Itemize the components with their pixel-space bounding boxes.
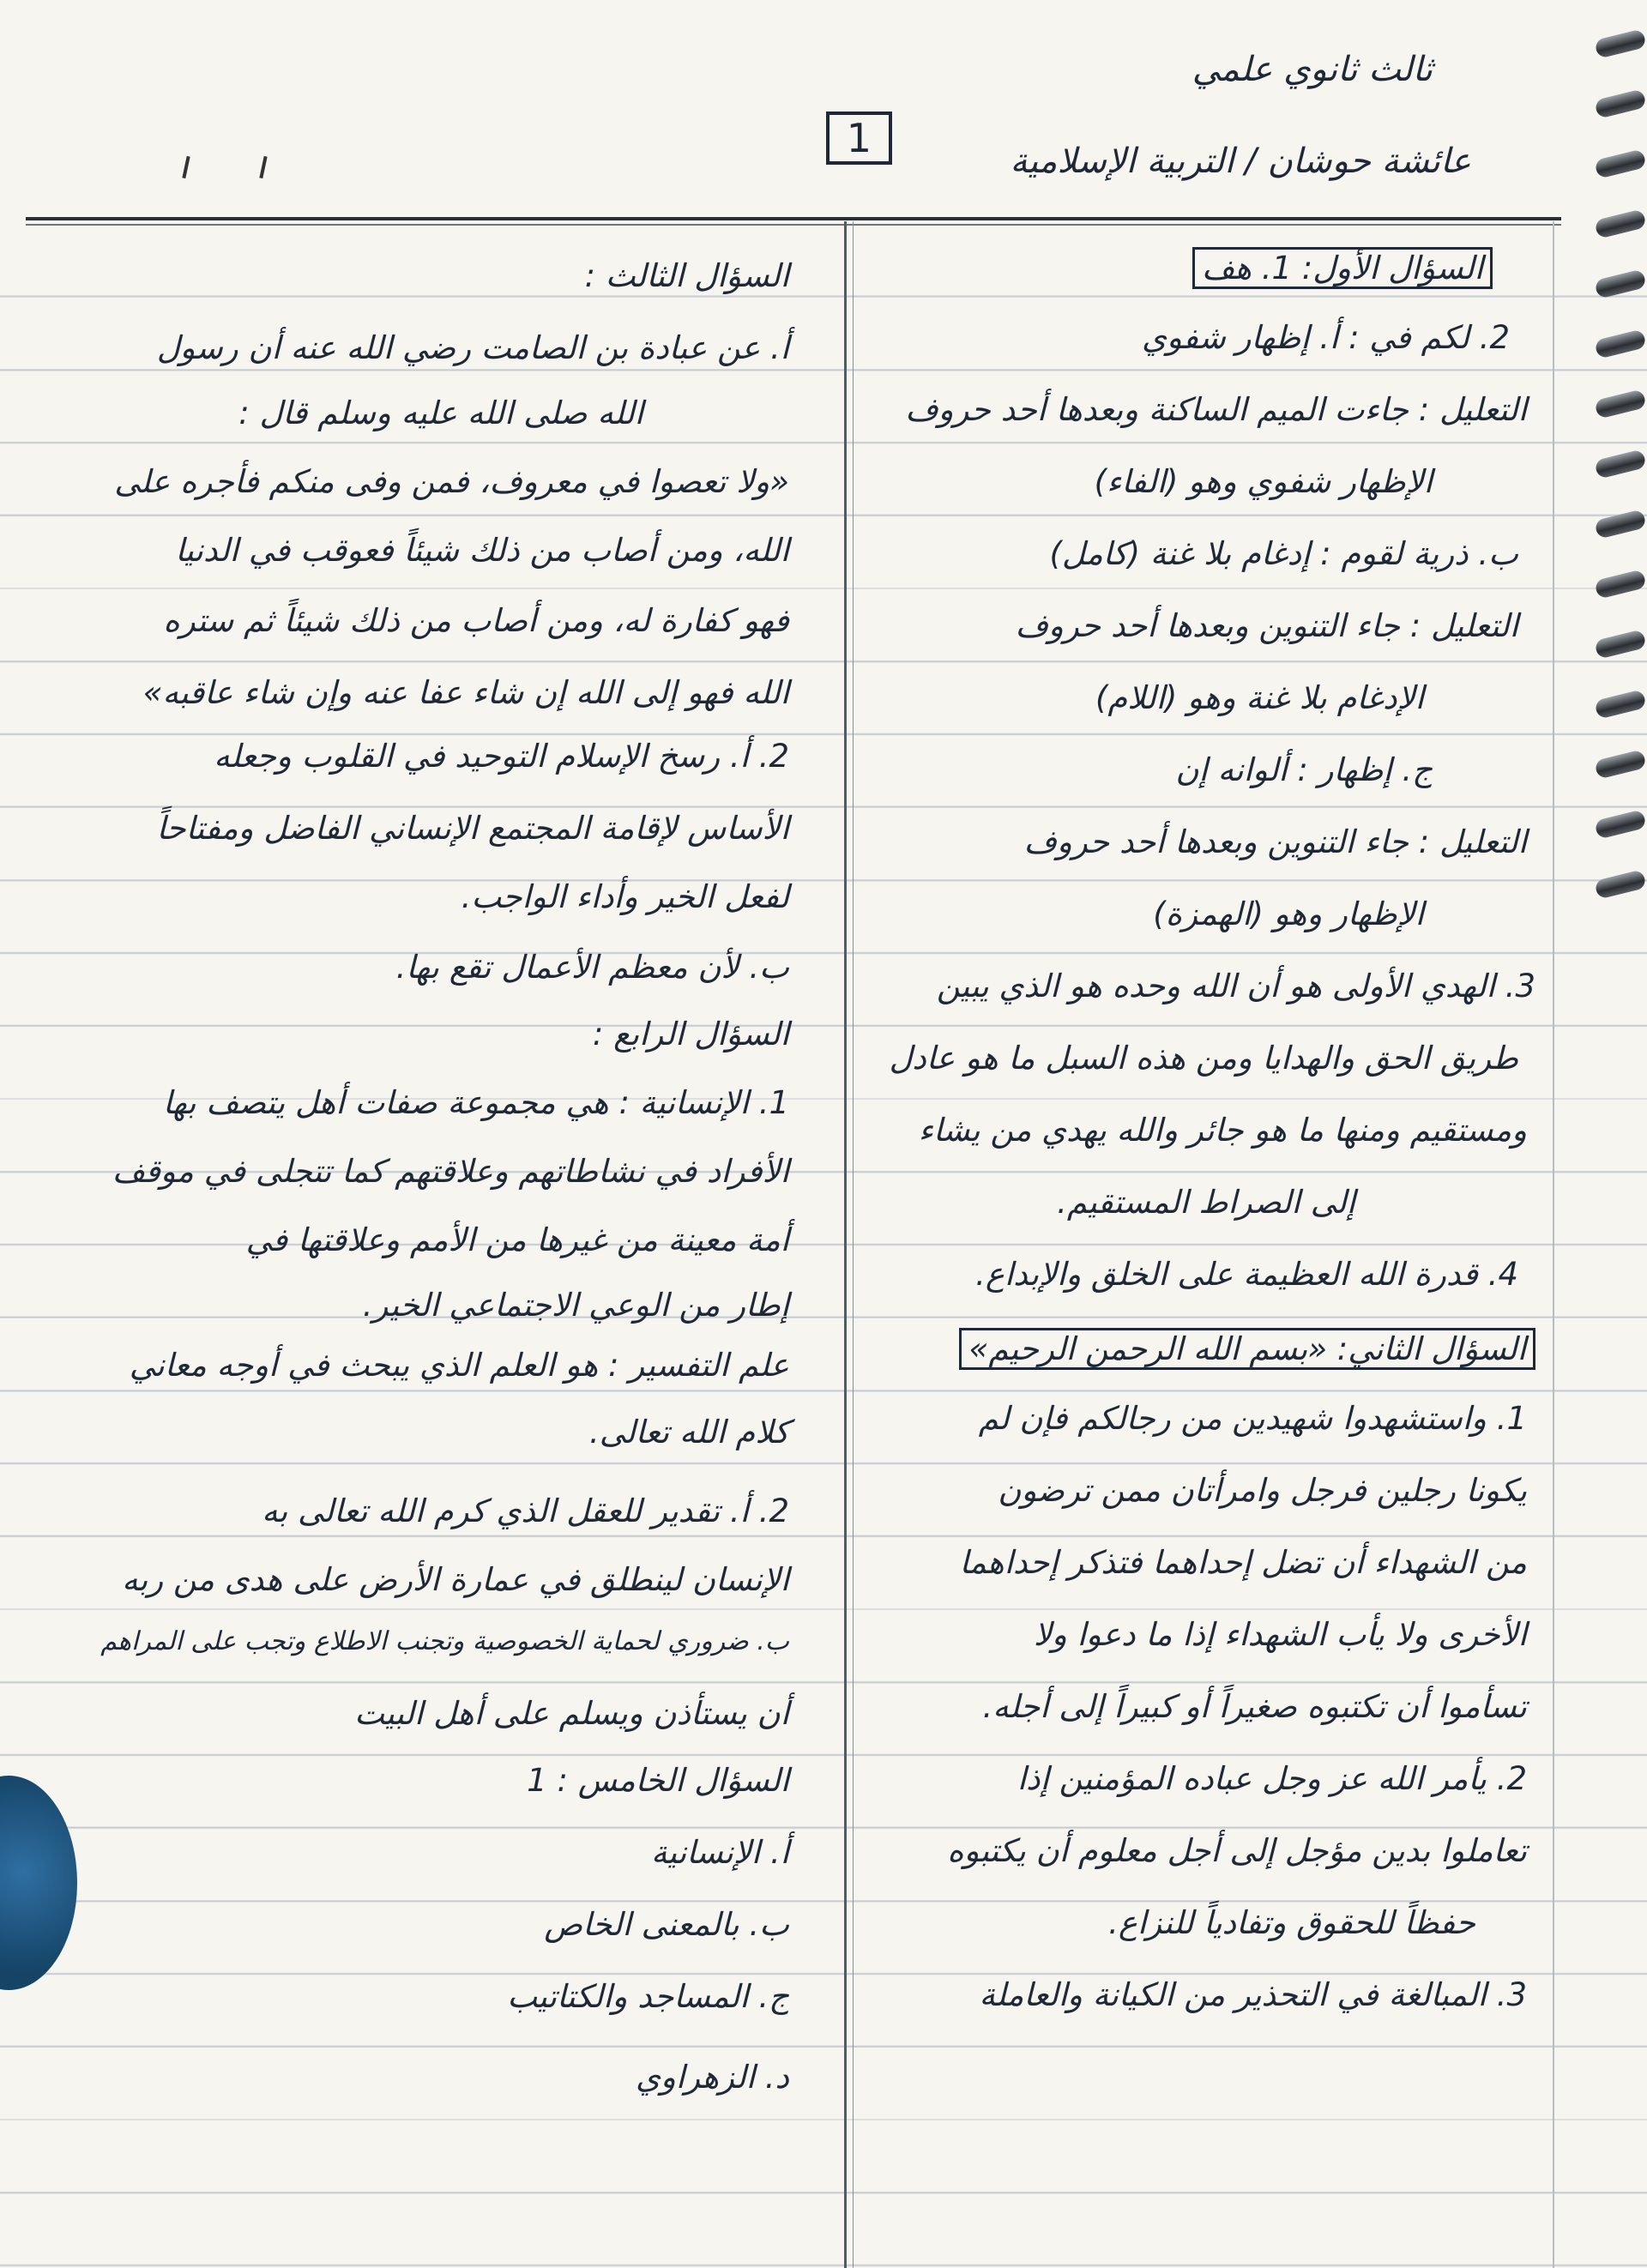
right-line-1: [1192, 247, 1493, 289]
right-line-5: ب. ذرية لقوم : إدغام بلا غنة (كامل): [1049, 535, 1518, 572]
spiral-binding: [1587, 0, 1647, 2268]
margin-line: [1553, 221, 1554, 2268]
spiral-coil: [1594, 509, 1647, 539]
right-line-22: 2. يأمر الله عز وجل عباده المؤمنين إذا: [1017, 1760, 1527, 1797]
left-line-3: الله صلى الله عليه وسلم قال :: [238, 395, 643, 431]
right-line-19: من الشهداء أن تضل إحداهما فتذكر إحداهما: [959, 1544, 1527, 1581]
right-line-11: 3. الهدي الأولى هو أن الله وحده هو الذي يبين: [936, 968, 1535, 1004]
spiral-coil: [1594, 208, 1647, 238]
left-line-10: لفعل الخير وأداء الواجب.: [461, 878, 789, 915]
page-number: [826, 112, 892, 165]
left-line-17: علم التفسير : هو العلم الذي يبحث في أوجه معاني: [129, 1347, 789, 1384]
date-slash-right: [259, 156, 267, 178]
left-line-4: «ولا تعصوا في معروف، فمن وفى منكم فأجره على: [114, 463, 789, 500]
right-line-4: الإظهار شفوي وهو (الفاء): [1094, 463, 1433, 500]
left-line-26: ج. المساجد والكتاتيب: [507, 1978, 789, 2015]
right-line-20: الأخرى ولا يأب الشهداء إذا ما دعوا ولا: [1033, 1616, 1527, 1653]
right-line-2: 2. لكم في : أ. إظهار شفوي: [1142, 319, 1510, 356]
left-line-27: د. الزهراوي: [635, 2059, 789, 2096]
right-line-18: يكونا رجلين فرجل وامرأتان ممن ترضون: [998, 1472, 1527, 1509]
left-line-20: الإنسان لينطلق في عمارة الأرض على هدى من ربه: [122, 1561, 789, 1598]
page-header: [0, 0, 1647, 219]
left-line-25: ب. بالمعنى الخاص: [544, 1906, 789, 1943]
left-line-22: أن يستأذن ويسلم على أهل البيت: [354, 1695, 789, 1732]
left-line-23: [527, 1762, 789, 1799]
left-line-7: الله فهو إلى الله إن شاء عفا عنه وإن شاء عاقبه»: [142, 674, 789, 711]
right-line-23: تعاملوا بدين مؤجل إلى أجل معلوم أن يكتبوه: [947, 1832, 1527, 1869]
date-slash-left: [182, 156, 190, 178]
left-line-2: أ. عن عبادة بن الصامت رضي الله عنه أن رسول: [156, 329, 789, 366]
left-line-21: ب. ضروري لحماية الخصوصية وتجنب الاطلاع وتجب على المراهم: [100, 1626, 789, 1656]
left-line-19: 2. أ. تقدير للعقل الذي كرم الله تعالى به: [262, 1493, 789, 1529]
right-line-8: ج. إظهار : ألوانه إن: [1175, 751, 1433, 788]
left-line-9: الأساس لإقامة المجتمع الإنساني الفاضل ومفتاحاً: [156, 810, 789, 847]
spiral-coil: [1594, 629, 1647, 659]
spiral-coil: [1594, 449, 1647, 479]
right-line-13: ومستقيم ومنها ما هو جائر والله يهدي من يشاء: [918, 1112, 1527, 1149]
right-line-10: الإظهار وهو (الهمزة): [1153, 896, 1424, 932]
left-line-13: 1. الإنسانية : هي مجموعة صفات أهل يتصف بها: [162, 1084, 789, 1121]
question-one-box: السؤال الأول: 1. هف: [1192, 247, 1493, 289]
right-line-21: تسأموا أن تكتبوه صغيراً أو كبيراً إلى أجله.: [982, 1688, 1527, 1725]
right-line-6: التعليل : جاء التنوين وبعدها أحد حروف: [1015, 607, 1518, 644]
left-line-14: الأفراد في نشاطاتهم وعلاقتهم كما تتجلى في موقف: [112, 1153, 789, 1190]
question-two-box: السؤال الثاني: «بسم الله الرحمن الرحيم»: [959, 1328, 1535, 1370]
column-divider-secondary: [853, 221, 854, 2268]
right-line-9: التعليل : جاء التنوين وبعدها أحد حروف: [1023, 823, 1527, 860]
left-line-16: إطار من الوعي الاجتماعي الخير.: [362, 1287, 789, 1324]
right-line-25: 3. المبالغة في التحذير من الكيانة والعاملة: [979, 1976, 1527, 2013]
left-line-12: السؤال الرابع :: [592, 1016, 789, 1053]
right-line-16: [959, 1328, 1535, 1370]
left-line-15: أمة معينة من غيرها من الأمم وعلاقتها في: [245, 1221, 789, 1258]
spiral-coil: [1594, 28, 1647, 58]
spiral-coil: [1594, 809, 1647, 839]
left-line-8: 2. أ. رسخ الإسلام التوحيد في القلوب وجعله: [214, 738, 789, 775]
right-line-15: 4. قدرة الله العظيمة على الخلق والإبداع.: [975, 1256, 1518, 1293]
spiral-coil: [1594, 689, 1647, 719]
right-line-14: إلى الصراط المستقيم.: [1057, 1184, 1355, 1221]
left-line-24: أ. الإنسانية: [650, 1834, 789, 1871]
header-rule: [26, 217, 1561, 220]
spiral-coil: [1594, 569, 1647, 599]
right-line-7: الإدغام بلا غنة وهو (اللام): [1095, 679, 1424, 716]
right-line-3: التعليل : جاءت الميم الساكنة وبعدها أحد حروف: [905, 391, 1527, 428]
grade-label: ثالث ثانوي علمي: [1192, 50, 1433, 89]
spiral-coil: [1594, 329, 1647, 359]
right-line-24: حفظاً للحقوق وتفادياً للنزاع.: [1108, 1904, 1475, 1941]
left-line-1: السؤال الثالث :: [584, 257, 789, 294]
right-line-12: طريق الحق والهدايا ومن هذه السبل ما هو عادل: [889, 1040, 1518, 1077]
question-five-label: السؤال الخامس : 1: [527, 1762, 789, 1799]
spiral-coil: [1594, 88, 1647, 118]
spiral-coil: [1594, 749, 1647, 779]
column-divider: [844, 221, 847, 2268]
page-number-box: 1: [826, 112, 892, 165]
right-line-17: 1. واستشهدوا شهيدين من رجالكم فإن لم: [978, 1400, 1527, 1437]
blue-ink-blot: [0, 1776, 77, 1990]
header-rule-secondary: [26, 224, 1561, 226]
left-line-5: الله، ومن أصاب من ذلك شيئاً فعوقب في الدنيا: [175, 532, 789, 569]
left-line-18: كلام الله تعالى.: [588, 1414, 789, 1451]
author-subject: عائشة حوشان / التربية الإسلامية: [1010, 142, 1471, 181]
left-line-6: فهو كفارة له، ومن أصاب من ذلك شيئاً ثم ستره: [163, 602, 789, 639]
left-line-11: ب. لأن معظم الأعمال تقع بها.: [395, 949, 789, 986]
spiral-coil: [1594, 869, 1647, 899]
spiral-coil: [1594, 148, 1647, 178]
spiral-coil: [1594, 389, 1647, 419]
spiral-coil: [1594, 268, 1647, 299]
